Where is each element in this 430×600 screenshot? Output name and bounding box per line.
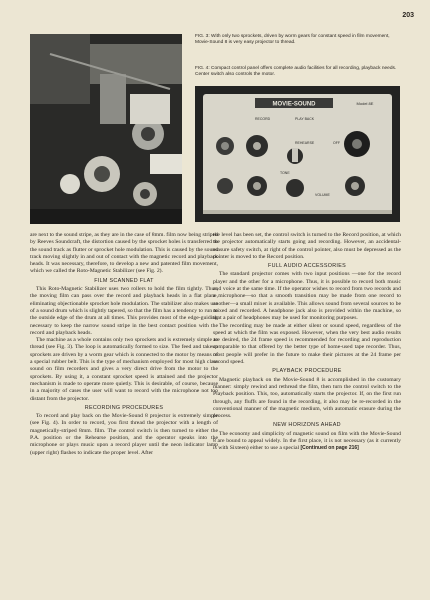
heading-recording-procedures: RECORDING PROCEDURES: [84, 404, 164, 411]
left-paragraph-2: This Roto-Magnetic Stabilizer uses two rollers to hold the film tightly. Thus, the moving film can pass over the record and playback heads in a flat plane, eliminating objectionable sprocket hole modulation. The stabilizer also makes use of a sound drum which is slightly tapered, so that the film has a tendency to run to the outside edge of the drum at all times. This provides most of the edge-guiding necessary to keep the narrow sound stripe in the best contact position with the record and playback heads.: [30, 286, 218, 336]
right-paragraph-5-text: The economy and simplicity of magnetic sound on film with the Movie-Sound 8 are bound to appeal widely. In the first place, it is not necessary (as it currently is with Sixteen) either to use a special: [213, 430, 401, 452]
left-paragraph-1: are next to the sound stripe, as they are in the case of 8mm. film now being striped by Reeves Soundcraft, the distortion caused by the sprocket holes is transferred to the sound track as flutter or sprocket hole modulation. This is caused by the sound track moving slightly in and out of contact with the magnetic record and playback heads. It was necessary, therefore, to develop a new and patented film movement, which we called the Roto-Magnetic Stabilizer (see Fig. 2).: [30, 232, 218, 275]
heading-full-audio-accessories: FULL AUDIO ACCESSORIES: [268, 263, 346, 270]
control-panel-illustration: [195, 86, 400, 222]
panel-playback-label: PLAY BACK: [295, 117, 315, 121]
left-paragraph-3: The machine as a whole contains only two sprockets and is extremely simple to thread (see Fig. 3). The loop is automatically formed to size. The feed and takeup sprockets are driven by a worm gear which is connected to the motor by means of a special rubber belt. This is the type of mechanism employed for most high class sound on film recorders and gives a very direct drive from the motor to the sprockets. By using it, a constant sprocket speed is attained and the projector mechanism is made to operate more quietly. This is desirable, of course, because in a majority of cases the user will want to record with the microphone not too distant from the projector.: [30, 337, 218, 402]
right-paragraph-5: [213, 431, 401, 453]
panel-model-label: Model 8E: [356, 101, 374, 106]
right-paragraph-1: the level has been set, the control switch is turned to the Record position, at which the projector automatically starts going and recording. However, an accidental-erasure safety switch, at right of the control pointer, also must be depressed as the pointer is moved to the Record position.: [213, 232, 401, 260]
projector-photo: [30, 34, 182, 224]
panel-rehearse-label: REHEARSE: [295, 141, 315, 145]
continued-on-page-link: [Continued on page 216]: [300, 445, 359, 452]
panel-tone-label: TONE: [280, 171, 290, 175]
left-paragraph-4: To record and play back on the Movie-Sound 8 projector is extremely simple (see Fig. 4). In order to record, you first thread the projector with a length of magnetically-striped 8mm. film. The control switch is then turned to either the P.A. position or the Rehearse position, and the operator speaks into the microphone or plays music upon a record player until the neon indicator lamp (upper right) flashes to indicate the proper level. After: [30, 413, 218, 456]
panel-off-label: OFF: [333, 141, 340, 145]
right-paragraph-4: Magnetic playback on the Movie-Sound 8 is accomplished in the customary manner: simply rewind and rethread the film, then turn the control switch to the Playback position. This, too, automatically starts the projector. If, on the first run through, any fluffs are found in the recording, it also may be re-recorded in the conventional manner of the magnetic medium, with automatic erasure during the process.: [213, 376, 401, 420]
page-number: 203: [402, 12, 414, 19]
panel-record-label: RECORD: [255, 117, 271, 121]
heading-new-horizons-ahead: NEW HORIZONS AHEAD: [273, 422, 341, 429]
heading-film-scanned-flat: FILM SCANNED FLAT: [94, 277, 154, 284]
panel-volume-label: VOLUME: [315, 193, 330, 197]
panel-brand-label: MOVIE-SOUND: [272, 101, 316, 108]
projector-illustration: [30, 34, 182, 224]
right-article-column: [213, 232, 401, 453]
heading-playback-procedure: PLAYBACK PROCEDURE: [272, 368, 342, 375]
figure-3-caption: FIG. 3: With only two sprockets, driven by worm gears for constant speed in film movement, Movie-Sound 8 is very easy projector to thread.: [195, 34, 390, 45]
right-paragraph-3: The recording may be made at either silent or sound speed, regardless of the speed at which the film was exposed. However, when the very best audio results are desired, the 24 frame speed is recommended for recording and reproduction comparable to that offered by the better type of home-used tape recorder. Thus, most people will prefer in the future to make their pictures at the 24 frame per second speed.: [213, 322, 401, 366]
left-article-column: [30, 232, 218, 457]
right-paragraph-2: The standard projector comes with two input positions —one for the record player and the other for a microphone. Thus, it is possible to record both music and voice at the same time. If the operator wishes to record from two records and a microphone—so that a smooth transition may be made from one record to another—a small mixer is available. This allows sound from several sources to be mixed and recorded. A headphone jack also is provided within the machine, so that a pair of headphones may be used for monitoring purposes.: [213, 271, 401, 322]
figure-4-caption: FIG. 4: Compact control panel offers complete audio facilities for all recording, playback needs. Center switch also controls the motor.: [195, 66, 397, 77]
control-panel-photo: [195, 86, 400, 222]
